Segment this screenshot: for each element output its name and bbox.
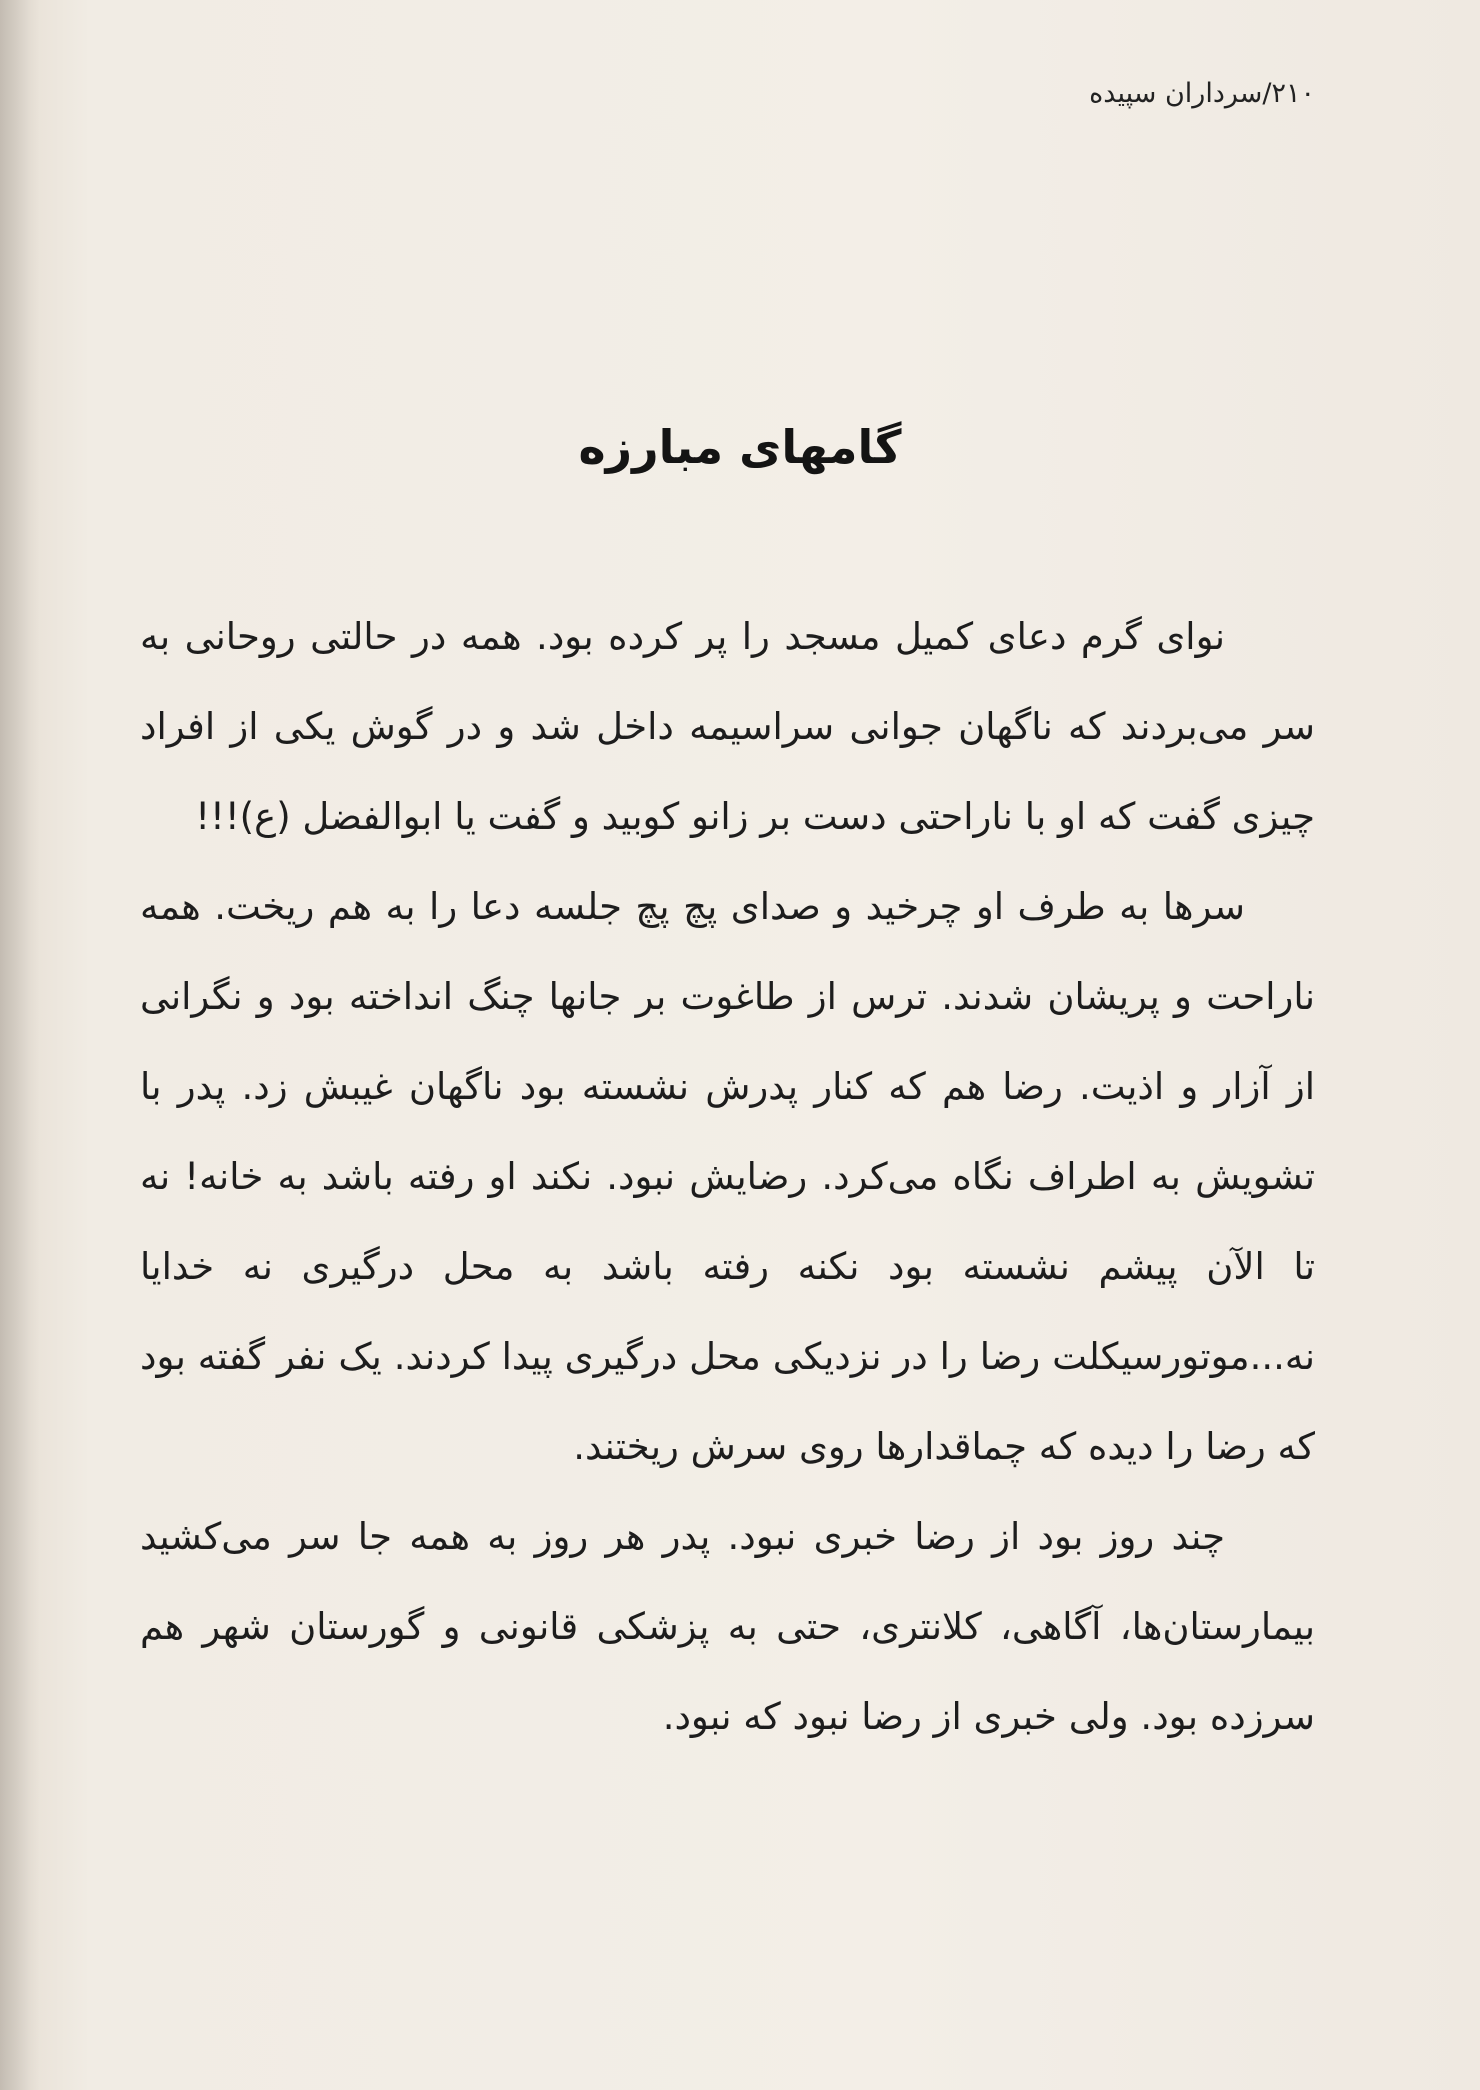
body-text — [140, 592, 1315, 1762]
page-gutter-shadow — [0, 0, 40, 2090]
paragraph: سرها به طرف او چرخید و صدای پچ پچ جلسه دعا را به هم ریخت. همه ناراحت و پریشان شدند. ترس از طاغوت بر جانها چنگ انداخته بود و نگرانی از آزار و اذیت. رضا هم که کنار پدرش نشسته بود ناگهان غیبش زد. پدر با تشویش به اطراف نگاه می‌کرد. رضایش نبود. نکند او رفته باشد به خانه! نه تا الآن پیشم نشسته بود نکنه رفته باشد به محل درگیری نه خدایا نه...موتورسیکلت رضا را در نزدیکی محل درگیری پیدا کردند. یک نفر گفته بود که رضا را دیده که چماقدارها روی سرش ریختند. — [140, 885, 1315, 1468]
paragraph: نوای گرم دعای کمیل مسجد را پر کرده بود. همه در حالتی روحانی به سر می‌بردند که ناگهان جوانی سراسیمه داخل شد و در گوش یکی از افراد چیزی گفت که او با ناراحتی دست بر زانو کوبید و گفت یا ابوالفضل (ع)!!! — [140, 615, 1315, 838]
paragraph: چند روز بود از رضا خبری نبود. پدر هر روز به همه جا سر می‌کشید بیمارستان‌ها، آگاهی، کلانتری، حتی به پزشکی قانونی و گورستان شهر هم سرزده بود. ولی خبری از رضا نبود که نبود. — [140, 1515, 1315, 1738]
running-head: ۲۱۰/سرداران سپیده — [1089, 78, 1315, 109]
chapter-title: گامهای مبارزه — [578, 420, 902, 474]
